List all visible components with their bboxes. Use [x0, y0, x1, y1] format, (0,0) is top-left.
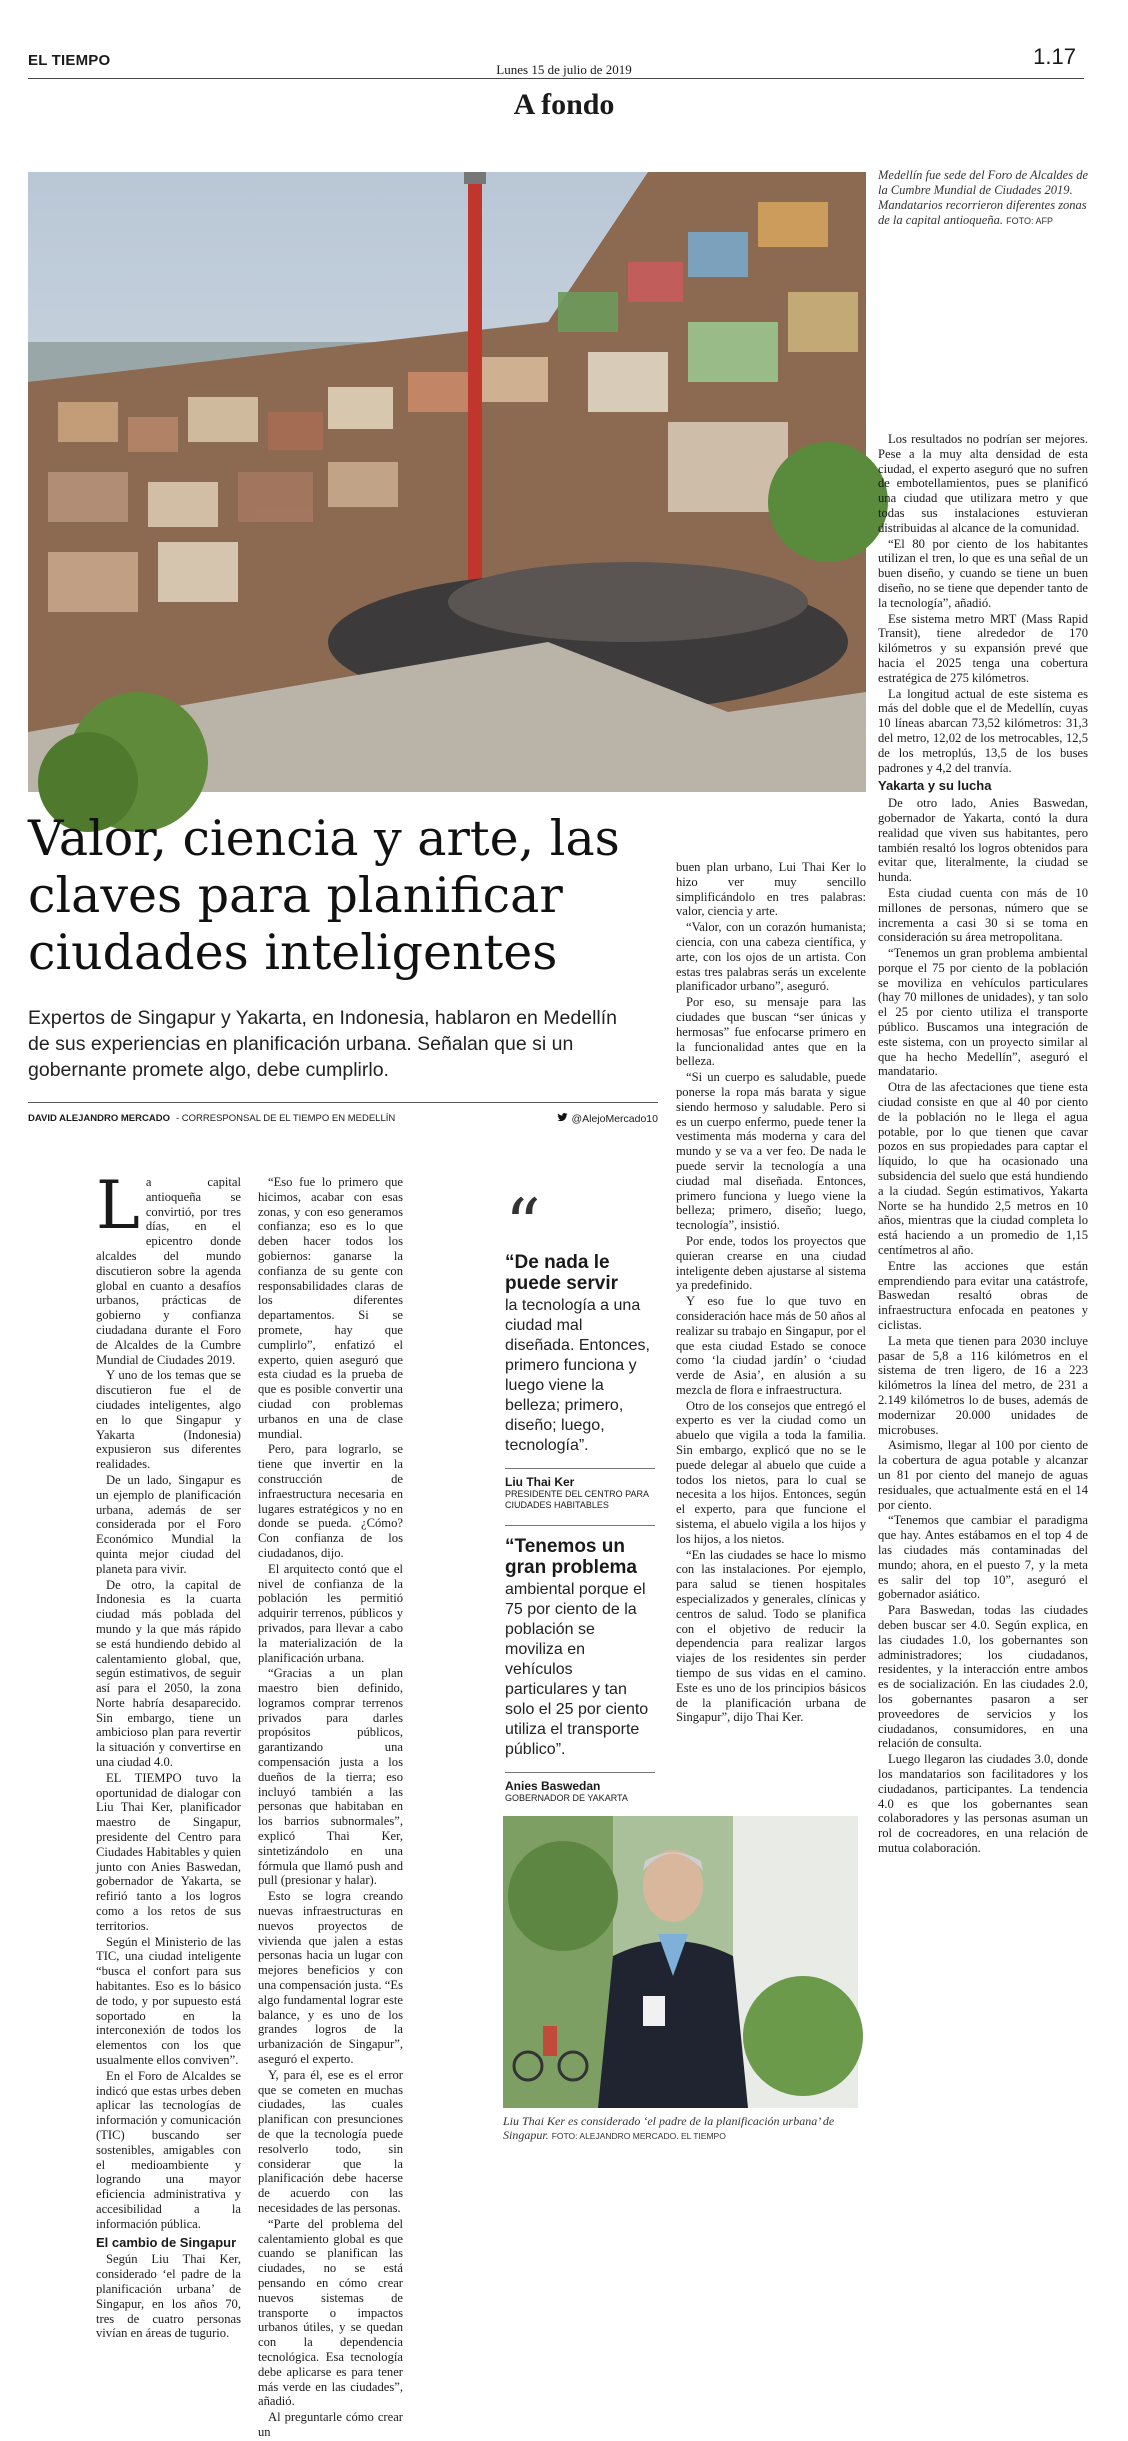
paragraph: “Tenemos un gran problema ambiental porque el 75 por ciento de la población se moviliza en vehículos particulares (hay 70 millones de unidades), y tan solo el 25 por ciento utiliza el transporte público. Buscamos una integración de este sistema, con un proyecto similar al que ha hecho Medellín”, aseguró el mandatario. [878, 946, 1088, 1079]
subheading: El cambio de Singapur [96, 2234, 237, 2250]
paragraph: Esta ciudad cuenta con más de 10 millones de personas, número que se incrementa a casi 30 si se toma en consideración su área metropolitana. [878, 885, 1088, 945]
paragraph [96, 1167, 241, 1367]
paragraph: De otro, la capital de Indonesia es la cuarta ciudad más poblada del mundo y la que más rápido se está hundiendo debido al calentamiento global, que, según estimativos, de seguir así para el 2050, la zona Norte habría desaparecido. Sin embargo, tiene un ambicioso plan para revertir la situación y convertirse en una ciudad 4.0. [96, 1577, 241, 1770]
quote-rule [505, 1468, 655, 1469]
byline-rule [28, 1102, 658, 1103]
issue-date: Lunes 15 de julio de 2019 [496, 62, 632, 77]
quote-2-role: GOBERNADOR DE YAKARTA [505, 1793, 628, 1803]
author-name: DAVID ALEJANDRO MERCADO [28, 1113, 170, 1124]
article-column-4 [878, 432, 1088, 1857]
paragraph: Según el Ministerio de las TIC, una ciudad inteligente “busca el confort para sus habitantes. Eso es lo básico de todo, y por supuesto está soportado en la interconexión de todos los elementos con los que usualmente ellos conviven”. [96, 1934, 241, 2068]
quote-1-body: la tecnología a una ciudad mal diseñada. Entonces, primero funciona y luego viene la belleza; primero, diseño; luego, tecnología”. [505, 1297, 650, 1454]
twitter-icon [557, 1112, 568, 1123]
article-headline: Valor, ciencia y arte, las claves para planificar ciudades inteligentes [28, 810, 620, 981]
paragraph: Según Liu Thai Ker, considerado ‘el padre de la planificación urbana’ de Singapur, en los años 70, tres de cuatro personas vivían en áreas de tugurio. [96, 2252, 241, 2341]
paragraph: “En las ciudades se hace lo mismo con las instalaciones. Por ejemplo, para salud se tienen hospitales especializados y generales, clínicas y centros de salud. Todo se planifica con el objetivo de reducir la dependencia para realizar largos viajes de los residentes sin perder tiempo de sus vidas en el camino. Este es uno de los principios básicos de la planificación urbana de Singapur”, dijo Thai Ker. [676, 1547, 866, 1725]
author-role: - CORRESPONSAL DE EL TIEMPO EN MEDELLÍN [175, 1113, 396, 1124]
paragraph: buen plan urbano, Lui Thai Ker lo hizo ver muy sencillo simplificándolo en tres palabras: valor, ciencia y arte. [676, 860, 866, 919]
paragraph: “Tenemos que cambiar el paradigma que hay. Antes estábamos en el top 4 de las ciudades más contaminadas del mundo; ahora, en el puesto 7, y la meta es salir del top 10”, aseguró el gobernador asiático. [878, 1513, 1088, 1602]
pull-quotes [505, 1184, 655, 1804]
paragraph: Entre las acciones que están emprendiendo para evitar una catástrofe, Baswedan resaltó obras de infraestructura enfocada en peatones y ciclistas. [878, 1258, 1088, 1333]
byline [28, 1112, 658, 1125]
subheading: Yakarta y su lucha [878, 778, 992, 794]
paragraph: De un lado, Singapur es un ejemplo de planificación urbana, además de ser considerada por el Foro Económico Mundial la quinta mejor ciudad del planeta para vivir. [96, 1472, 241, 1576]
paragraph: Los resultados no podrían ser mejores. Pese a la muy alta densidad de esta ciudad, el experto aseguró que no sufren de embotellamientos, pues se planificó una ciudad que utilizara metro y que todas sus instalaciones estuvieran distribuidas al alcance de la comunidad. [878, 432, 1088, 535]
main-photo [28, 172, 866, 792]
page-number: 1.17 [1033, 44, 1076, 69]
paragraph: “Parte del problema del calentamiento global es que cuando se planifican las ciudades, no se está pensando en cómo crear nuevos sistemas de transporte o impactos urbanos útiles, y se quedan con la dependencia tecnológica. Esa tecnología debe aplicarse es para tener más verde en las ciudades”, añadió. [258, 2216, 403, 2409]
paragraph: Luego llegaron las ciudades 3.0, donde los mandatarios son facilitadores y los ciudadanos, participantes. La tendencia 4.0 es que los gobernantes sean colaboradores y las personas asuman un rol de cocreadores, en una relación de mutua colaboración. [878, 1752, 1088, 1855]
portrait-photo-caption [503, 2114, 858, 2143]
paragraph: “El 80 por ciento de los habitantes utilizan el tren, lo que es una señal de un buen diseño, y cuando se tiene un buen diseño, no se tiene que depender tanto de la tecnología”, añadió. [878, 536, 1088, 610]
paragraph: Por eso, su mensaje para las ciudades que buscan “ser únicas y hermosas” fue enfocarse primero en la funcionalidad antes que en la belleza. [676, 995, 866, 1069]
paragraph: Esto se logra creando nuevas infraestructuras en nuevos proyectos de vivienda que jalen a estas personas hacia un lugar con mejores beneficios y con una compensación justa. “Es algo fundamental lograr este balance, y es uno de los grandes logros de la urbanización de Singapur”, aseguró el experto. [258, 1889, 403, 2067]
paragraph: Y eso fue lo que tuvo en consideración hace más de 50 años al realizar su trabajo en Singapur, por el que esta ciudad Estado se conoce como ‘la ciudad jardín’ o ‘ciudad verde de Asia’, en alusión a su mezcla de flora e infraestructura. [676, 1294, 866, 1397]
paragraph: Por ende, todos los proyectos que quieran crearse en una ciudad inteligente deben ajustarse al sistema ya predefinido. [676, 1233, 866, 1293]
caption-text: Medellín fue sede del Foro de Alcaldes de la Cumbre Mundial de Ciudades 2019. Mandatarios recorrieron diferentes zonas de la capital antioqueña. [878, 168, 1089, 227]
caption-text: Liu Thai Ker es considerado ‘el padre de la planificación urbana’ de Singapur. [503, 2114, 835, 2142]
paragraph: La longitud actual de este sistema es más del doble que el de Medellín, cuyas 10 líneas abarcan 73,52 kilómetros: 31,3 del metro, 12,02 de los metrocables, 12,5 de los metroplús, 13,5 de los buses padrones y 4,2 del tranvía. [878, 686, 1088, 775]
paragraph: En el Foro de Alcaldes se indicó que estas urbes deben aplicar las tecnologías de información y comunicación (TIC) buscando ser sostenibles, amigables con el medioambiente y logrando una mayor eficiencia administrativa y accesibilidad a la información pública. [96, 2068, 241, 2231]
paragraph: Y uno de los temas que se discutieron fue el de ciudades inteligentes, algo en lo que Singapur y Yakarta (Indonesia) expusieron sus diferentes realidades. [96, 1368, 241, 1472]
article-column-1 [96, 1167, 241, 2342]
section-title: A fondo [513, 88, 615, 121]
paragraph: EL TIEMPO tuvo la oportunidad de dialogar con Liu Thai Ker, planificador maestro de Singapur, presidente del Centro para Ciudades Habitables y quien junto con Anies Baswedan, gobernador de Yakarta, se refirió tanto a los logros como a los retos de sus territorios. [96, 1770, 241, 1933]
photo-credit: FOTO: ALEJANDRO MERCADO. EL TIEMPO [551, 2131, 726, 2141]
paragraph: Otra de las afectaciones que tiene esta ciudad consiste en que al 40 por ciento de la población no le llega el agua potable, por lo que tienen que cavar pozos en sus propiedades para captar el líquido, lo que ha ocasionado una subsidencia del suelo que está hundiendo a la ciudad. Según estimativos, Yakarta Norte se ha hundido 2,5 metros en 10 años, mientras que la ciudad completa lo está haciendo a un promedio de 1,15 centímetros al año. [878, 1080, 1088, 1258]
quote-1-lead: “De nada le puede servir [505, 1252, 618, 1294]
paragraph: Y, para él, ese es el error que se cometen en muchas ciudades, las cuales planifican con presunciones de que la tecnología puede resolverlo todo, sin considerar que la planificación debe hacerse de acuerdo con las necesidades de las personas. [258, 2067, 403, 2215]
photo-credit: FOTO: AFP [1006, 216, 1053, 226]
paragraph-text: a capital antioqueña se convirtió, por tres días, en el epicentro donde alcaldes del mundo discutieron sobre la agenda global en cuanto a desafíos urbanos, prácticas de gobierno y confianza ciudadana durante el Foro de Alcaldes de la Cumbre Mundial de Ciudades 2019. [96, 1175, 241, 1367]
paragraph: Otro de los consejos que entregó el experto es ver la ciudad como un abuelo que vigila a toda la familia. Sin embargo, explicó que no se le puede delegar al abuelo que cuide a todos los nietos, para lo cual se necesita a los hijos. Entonces, según el experto, para que funcione el sistema, el abuelo vigila a los hijos y los hijos, a los nietos. [676, 1398, 866, 1546]
quote-separator [505, 1525, 655, 1526]
paragraph: “Gracias a un plan maestro bien definido, logramos comprar terrenos privados para darles propósitos públicos, garantizando una compensación justa a los dueños de la tierra; eso incluyó también a las personas que habitaban en los barrios subnormales”, explicó Thai Ker, sintetizándolo en una fórmula que llamó push and pull (presionar y halar). [258, 1666, 403, 1888]
quote-mark-icon: “ [505, 1184, 541, 1266]
article-column-2 [258, 1175, 403, 2441]
paragraph: El arquitecto contó que el nivel de confianza de la población les permitió adquirir terrenos, públicos y privados, para llevar a cabo la materialización de la planificación urbana. [258, 1561, 403, 1665]
quote-2-author: Anies Baswedan [505, 1779, 601, 1793]
paragraph: “Valor, con un corazón humanista; ciencia, con una cabeza científica, y arte, con los ojos de un artista. Con estas tres palabras serás un excelente planificador urbano”, aseguró. [676, 920, 866, 994]
twitter-text: @AlejoMercado10 [571, 1113, 658, 1125]
main-photo-caption [878, 168, 1088, 229]
paragraph: Al preguntarle cómo crear un [258, 2410, 403, 2439]
twitter-handle [557, 1112, 658, 1125]
paragraph: “Eso fue lo primero que hicimos, acabar con esas zonas, y con eso generamos confianza; eso es lo que deben hacer todos los gobiernos: ganarse la confianza de su gente con responsabilidades claras de los diferentes departamentos. Si se promete, hay que cumplirlo”, enfatizó el experto, quien aseguró que esta ciudad es la prueba de que es posible convertir una ciudad con problemas urbanos en una de clase mundial. [258, 1175, 403, 1441]
paragraph: Pero, para lograrlo, se tiene que invertir en la construcción de infraestructura necesaria en lugares estratégicos y no en donde se pueda. ¿Cómo? Con confianza de los ciudadanos, dijo. [258, 1442, 403, 1560]
quote-1-role: PRESIDENTE DEL CENTRO PARA CIUDADES HABITABLES [505, 1489, 649, 1510]
paragraph: De otro lado, Anies Baswedan, gobernador de Yakarta, contó la dura realidad que viven sus habitantes, pero también resaltó los logros obtenidos para evitar que, literalmente, la ciudad se hunda. [878, 796, 1088, 885]
quote-rule [505, 1772, 655, 1773]
newspaper-brand: EL TIEMPO [28, 52, 111, 69]
paragraph: “Si un cuerpo es saludable, puede ponerse la ropa más barata y sigue siendo hermoso y saludable. Pero si es un cuerpo enfermo, puede tener la vestimenta más moderna y cara del mundo y se va a ver feo. De nada le puede servir la tecnología a una ciudad mal diseñada. Entonces, primero funciona y luego viene la belleza; primero, diseño; luego, tecnología”, insistió. [676, 1070, 866, 1233]
drop-cap: L [96, 1167, 140, 1244]
header-rule [28, 78, 1084, 79]
quote-1-author: Liu Thai Ker [505, 1475, 575, 1489]
portrait-photo [503, 1816, 858, 2108]
article-column-3 [676, 860, 866, 1726]
paragraph: Ese sistema metro MRT (Mass Rapid Transit), tiene alrededor de 170 kilómetros y su expansión prevé que hacia el 2025 tenga una cobertura estratégica de 275 kilómetros. [878, 611, 1088, 685]
article-subhead: Expertos de Singapur y Yakarta, en Indonesia, hablaron en Medellín de sus experiencias en planificación urbana. Señalan que si un gobernante promete algo, debe cumplirlo. [28, 1007, 617, 1081]
paragraph: Para Baswedan, todas las ciudades deben buscar ser 4.0. Según explica, en las ciudades 1.0, los gobernantes son administradores; los ciudadanos, residentes, y la interacción entre ambos es de socialización. En las ciudades 2.0, los gobernantes pasaron a ser proveedores de servicios y los ciudadanos, consumidores, en una relación de consulta. [878, 1603, 1088, 1751]
paragraph: Asimismo, llegar al 100 por ciento de la cobertura de agua potable y alcanzar un 81 por ciento del manejo de aguas residuales, que actualmente está en el 14 por ciento. [878, 1438, 1088, 1512]
paragraph: La meta que tienen para 2030 incluye pasar de 5,8 a 116 kilómetros en el sistema de tren ligero, de 16 a 223 kilómetros la línea del metro, de 231 a 2.149 kilómetros lo de buses, además de modernizar 20.000 unidades de microbuses. [878, 1333, 1088, 1437]
quote-2-body: ambiental porque el 75 por ciento de la población se moviliza en vehículos particulares y tan solo el 25 por ciento utiliza el transporte público”. [505, 1581, 649, 1758]
quote-2-lead: “Tenemos un gran problema [505, 1536, 637, 1578]
